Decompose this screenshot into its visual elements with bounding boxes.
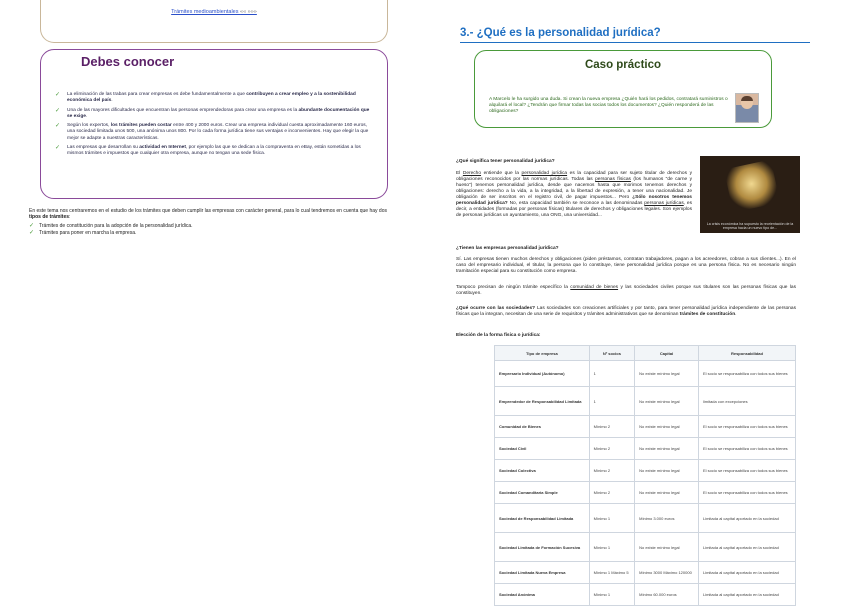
list-item: ✓ Una de las mayores dificultades que encuentran las personas emprendedoras para crear una empresa es la abundante documentación que se exige. <box>55 107 370 119</box>
left-page <box>0 0 424 599</box>
glossary-link-comunidad[interactable]: comunidad de bienes <box>570 285 619 290</box>
list-item: ✓ Las empresas que desarrollan su actividad en Internet, por ejemplo las que se dedican a la compraventa en eBay, están sometidas a los mismos trámites e impuestos que cualquier otra empresa, aunque no tengan una sede física. <box>55 144 361 157</box>
tramites-list <box>29 223 394 235</box>
paragraph-personalidad: El Derecho entiende que la personalidad jurídica es la capacidad para ser sujeto titular de derechos y obligaciones reconocidos por las normas jurídicas. Todas las personas físicas (los humanos "de carne y hueso") tenemos personalidad jurídica, desde que nacemos hasta que morimos tenemos derechos y obligaciones: derecho a la vida, a la integridad, a la libertad de expresión, a tener una nacionalidad. Je obligación de ser inscritos en el registro civil, de pagar impuestos... Pero ¿Sólo nosotros tenemos personalidad jurídica? No, esta capacidad también se reconoce a las denominadas personas jurídicas, es decir, a entidades (formadas por personas físicas) titulares de derechos y obligaciones legales. Son ejemplos de personas jurídicas un ayuntamiento, una ONG, una universidad... <box>456 171 692 218</box>
caso-practico-text: A Marcelo le ha surgido una duda. Si crean la nueva empresa ¿Quién hará los pedidos, contratará suministros o alquilará el local? ¿Tendrán que firmar todas las socias todos los documentos? ¿Quién responderá de las obligaciones? <box>489 97 728 114</box>
scales-photo <box>700 156 800 233</box>
list-item: ✓ Según los expertos, los trámites pueden costar entre 400 y 2000 euros. Crear una empresa individual cuesta aproximadamente 160 euros, una sociedad limitada unos 500, una anónima unos 800. Por lo cada forma jurídica tiene sus ventajas e inconvenientes. Hay que elegir la que mejor se adapte a nuestras características. <box>55 123 369 141</box>
list-item: ✓ La eliminación de las trabas para crear empresas es debe fundamentalmente a que contribuyen a crear empleo y a la sostenibilidad económica del país. <box>55 92 356 104</box>
table-header-row <box>495 346 796 361</box>
table-row: Sociedad Limitada de Formación Sucesiva Mínimo 1 No existe mínimo legal Limitada al capital aportado en la sociedad <box>495 533 796 562</box>
list-item: ✓ Trámites para poner en marcha la empresa. <box>29 229 137 236</box>
column-header: Nº socios <box>589 346 634 361</box>
glossary-link-personalidad[interactable]: personalidad jurídica <box>521 171 568 176</box>
related-link-text[interactable]: Trámites medioambientales <box>171 9 239 15</box>
table-title: Elección de la forma física o jurídica: <box>456 333 541 338</box>
check-icon: ✓ <box>29 229 35 236</box>
paragraph-empresas: Sí. Las empresas tienen muchos derechos y obligaciones (piden préstamos, contratan trabajadores, pagan a los acreedores, cobran a sus clientes...). En el caso del empresario individual, el titular, la persona que lo constituye, tiene personalidad jurídica porque es una persona física. No es necesario ningún tramitación especial para su constitución como empresa. <box>456 257 796 274</box>
column-header: Tipo de empresa <box>495 346 590 361</box>
table-row: Sociedad Civil Mínimo 2 No existe mínimo legal El socio se responsabiliza con todos sus bienes <box>495 438 796 460</box>
intro-section <box>29 208 394 236</box>
paragraph-sociedades: ¿Qué ocurre con las sociedades? Las sociedades son creaciones artificiales y por tanto, para tener personalidad jurídica independiente de las personas físicas que la integran, necesitan de una serie de requisitos y trámites administrativos que se denominan trámites de constitución. <box>456 306 796 317</box>
intro-paragraph: En este tema nos centraremos en el estudio de los trámites que deben cumplir las empresas con carácter general, para lo cual tendremos en cuenta que hay dos tipos de trámites: <box>29 208 387 221</box>
debes-conocer-box <box>40 49 388 199</box>
related-link[interactable] <box>41 9 387 15</box>
column-header: Capital <box>635 346 699 361</box>
question-heading: ¿Tienen las empresas personalidad jurídica? <box>456 246 559 251</box>
right-page <box>424 0 848 599</box>
forma-juridica-table <box>494 345 796 606</box>
person-avatar <box>735 93 759 123</box>
check-icon: ✓ <box>55 107 61 114</box>
link-arrows: «« »»» <box>240 9 257 15</box>
table-row: Sociedad Anónima Mínimo 1 Mínimo 60.000 euros Limitada al capital aportado en la sociedad <box>495 584 796 606</box>
caso-practico-box <box>474 50 772 128</box>
debes-conocer-list <box>55 92 375 161</box>
photo-caption: La crisis económica ha supuesto la reorientación de la empresa hacia un nuevo tipo de... <box>706 221 794 230</box>
check-icon: ✓ <box>55 92 61 98</box>
column-header: Responsabilidad <box>698 346 795 361</box>
table-row: Comunidad de Bienes Mínimo 2 No existe mínimo legal El socio se responsabiliza con todos sus bienes <box>495 416 796 438</box>
glossary-link-personas-fisicas[interactable]: personas físicas <box>595 177 631 182</box>
question-heading: ¿Qué significa tener personalidad jurídica? <box>456 159 555 164</box>
table-row: Emprendedor de Responsabilidad Limitada 1 No existe mínimo legal limitada con excepciones <box>495 387 796 416</box>
table-row: Empresario Individual (Autónomo) 1 No existe mínimo legal El socio se responsabiliza con todos sus bienes <box>495 361 796 387</box>
table-row: Sociedad de Responsabilidad Limitada Mínimo 1 Mínimo 3.000 euros Limitada al capital aportado en la sociedad <box>495 504 796 533</box>
caso-practico-title: Caso práctico <box>584 59 662 71</box>
check-icon: ✓ <box>55 123 61 130</box>
hair-shape <box>741 96 753 101</box>
question-personalidad <box>456 159 796 165</box>
debes-conocer-title: Debes conocer <box>81 54 175 69</box>
table-row: Sociedad Limitada Nueva Empresa Mínimo 1 Máximo 5 Mínimo 3000 Máximo 120000 Limitada al capital aportado en la sociedad <box>495 562 796 584</box>
photo-highlight <box>724 159 780 212</box>
section-divider <box>460 42 810 43</box>
check-icon: ✓ <box>55 144 61 151</box>
glossary-link-personas-juridicas[interactable]: personas jurídicas <box>644 201 684 206</box>
table-row: Sociedad Colectiva Mínimo 2 No existe mínimo legal El socio se responsabiliza con todos sus bienes <box>495 460 796 482</box>
related-links-box <box>40 0 388 43</box>
question-empresas <box>456 246 796 252</box>
table-row: Sociedad Comanditaria Simple Mínimo 2 No existe mínimo legal El socio se responsabiliza con todos sus bienes <box>495 482 796 504</box>
paragraph-comunidad: Tampoco precisan de ningún trámite específico la comunidad de bienes y las sociedades civiles porque sus titulares son las personas físicas que las constituyen. <box>456 285 796 296</box>
glossary-link-derecho[interactable]: Derecho <box>462 171 482 176</box>
list-item: ✓ Trámites de constitución para la adopción de la personalidad jurídica. <box>29 223 193 230</box>
section-title: 3.- ¿Qué es la personalidad jurídica? <box>460 27 661 39</box>
check-icon: ✓ <box>29 223 35 230</box>
